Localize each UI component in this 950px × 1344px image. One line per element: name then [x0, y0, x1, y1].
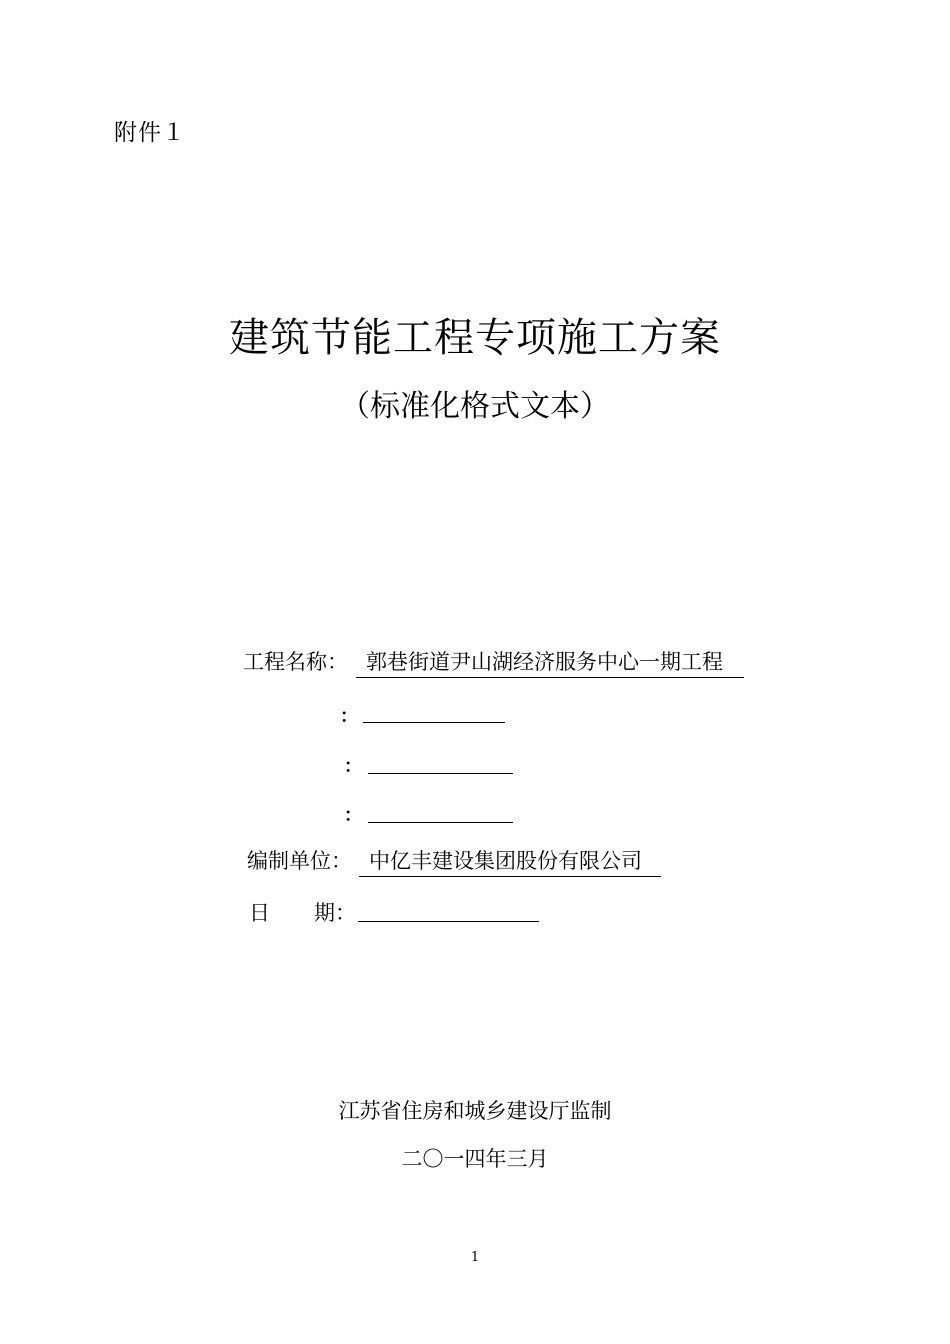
date-label-char-1: 日: [249, 901, 270, 925]
project-name-value: 郭巷街道尹山湖经济服务中心一期工程: [356, 646, 744, 678]
blank-row-3-line: [368, 822, 513, 823]
attachment-label: 附件１: [114, 120, 186, 146]
date-label-char-2: 期：: [314, 901, 356, 925]
blank-row-2-colon: ：: [344, 756, 362, 777]
date-value-line: [358, 921, 539, 922]
page-number: 1: [470, 1250, 480, 1265]
blank-row-1-colon: ：: [340, 706, 358, 727]
blank-row-3-colon: ：: [344, 805, 362, 826]
document-subtitle: （标准化格式文本）: [340, 389, 610, 424]
blank-row-2-line: [368, 773, 513, 774]
compiling-unit-value: 中亿丰建设集团股份有限公司: [359, 845, 661, 877]
blank-row-1-line: [363, 722, 505, 723]
issuer-text: 江苏省住房和城乡建设厅监制: [338, 1099, 612, 1123]
project-name-label: 工程名称：: [243, 650, 348, 674]
document-title: 建筑节能工程专项施工方案: [229, 315, 721, 361]
issue-date: 二〇一四年三月: [401, 1147, 549, 1171]
compiling-unit-label: 编制单位：: [247, 849, 352, 873]
